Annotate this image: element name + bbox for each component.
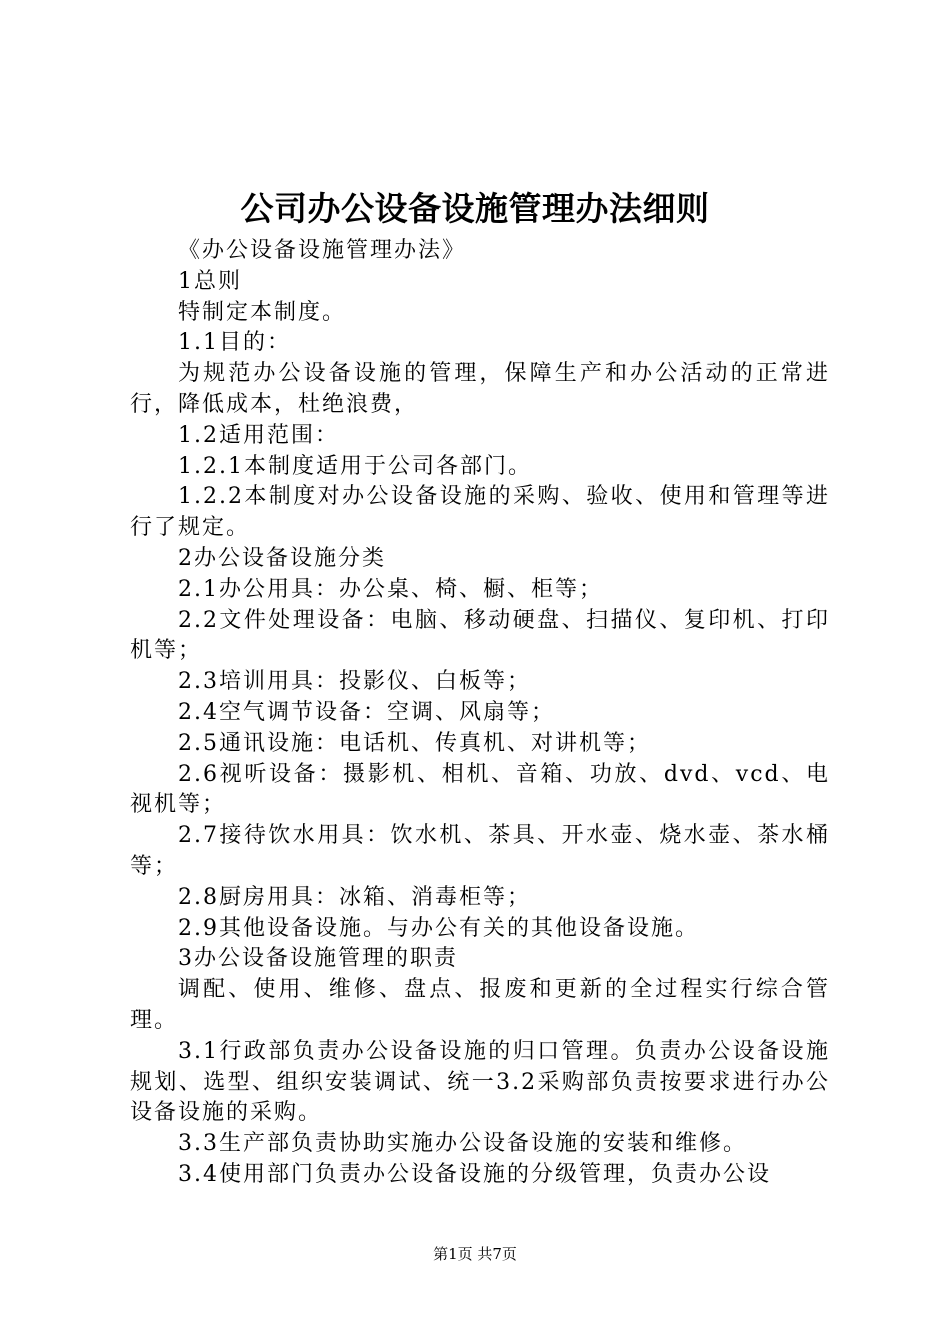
- paragraph: 调配、使用、维修、盘点、报废和更新的全过程实行综合管理。: [130, 977, 830, 1033]
- list-item: 2.6视听设备：摄影机、相机、音箱、功放、dvd、vcd、电视机等；: [130, 761, 830, 818]
- paragraph: 1.2.1本制度适用于公司各部门。: [178, 453, 532, 479]
- section-heading: 3办公设备设施管理的职责: [178, 946, 458, 972]
- subsection-heading: 1.2适用范围：: [178, 422, 339, 448]
- list-item: 2.5通讯设施：电话机、传真机、对讲机等；: [178, 730, 651, 756]
- document-body: [130, 236, 830, 1191]
- document-title: 公司办公设备设施管理办法细则: [240, 189, 710, 228]
- list-item: 2.1办公用具：办公桌、椅、橱、柜等；: [178, 576, 603, 602]
- list-item: 2.3培训用具：投影仪、白板等；: [178, 669, 531, 695]
- paragraph: 3.4使用部门负责办公设备设施的分级管理，负责办公设: [178, 1161, 771, 1187]
- page-footer: 第1页 共7页: [433, 1245, 517, 1263]
- section-heading: 2办公设备设施分类: [178, 545, 386, 571]
- paragraph: 3.3生产部负责协助实施办公设备设施的安装和维修。: [178, 1131, 747, 1157]
- list-item: 2.7接待饮水用具：饮水机、茶具、开水壶、烧水壶、茶水桶等；: [130, 823, 830, 879]
- paragraph: 特制定本制度。: [178, 299, 347, 325]
- list-item: 2.9其他设备设施。与办公有关的其他设备设施。: [178, 915, 699, 941]
- section-heading: 1总则: [178, 268, 242, 294]
- paragraph: 为规范办公设备设施的管理，保障生产和办公活动的正常进行，降低成本，杜绝浪费，: [130, 361, 830, 417]
- list-item: 2.8厨房用具：冰箱、消毒柜等；: [178, 884, 531, 910]
- paragraph: 1.2.2本制度对办公设备设施的采购、验收、使用和管理等进行了规定。: [130, 484, 830, 541]
- paragraph: 3.1行政部负责办公设备设施的归口管理。负责办公设备设施规划、选型、组织安装调试、统一3.2采购部负责按要求进行办公设备设施的采购。: [130, 1038, 830, 1126]
- list-item: 2.4空气调节设备：空调、风扇等；: [178, 699, 555, 725]
- paragraph: 《办公设备设施管理办法》: [178, 238, 467, 263]
- subsection-heading: 1.1目的：: [178, 330, 291, 356]
- list-item: 2.2文件处理设备：电脑、移动硬盘、扫描仪、复印机、打印机等；: [130, 607, 830, 664]
